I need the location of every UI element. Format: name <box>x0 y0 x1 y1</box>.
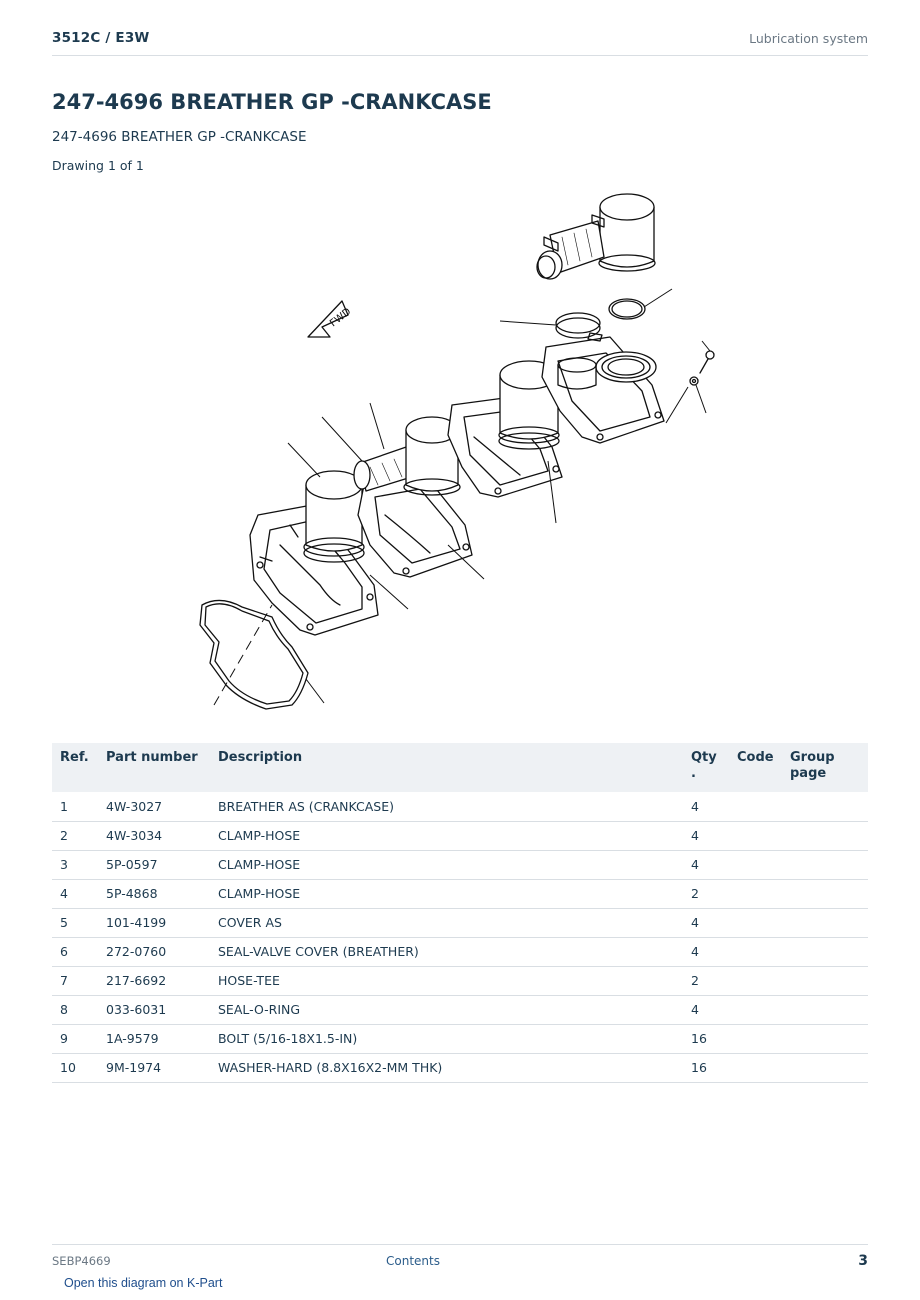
cell-qty: 16 <box>683 1053 729 1082</box>
table-row <box>52 821 868 850</box>
cell-description: WASHER-HARD (8.8X16X2-MM THK) <box>210 1053 683 1082</box>
table-row <box>52 995 868 1024</box>
cell-group-page <box>782 966 868 995</box>
cell-group-page <box>782 1024 868 1053</box>
cell-code <box>729 937 782 966</box>
cell-part-number: 1A-9579 <box>98 1024 210 1053</box>
cell-description: HOSE-TEE <box>210 966 683 995</box>
valve-cover-4 <box>542 337 664 443</box>
cell-description: CLAMP-HOSE <box>210 879 683 908</box>
cell-description: SEAL-O-RING <box>210 995 683 1024</box>
drawing-count: Drawing 1 of 1 <box>52 158 144 173</box>
table-row <box>52 792 868 821</box>
contents-link[interactable]: Contents <box>386 1254 440 1268</box>
parts-diagram <box>180 185 740 715</box>
page-subtitle: 247-4696 BREATHER GP -CRANKCASE <box>52 129 307 145</box>
cell-group-page <box>782 821 868 850</box>
cell-part-number: 217-6692 <box>98 966 210 995</box>
cell-ref: 8 <box>52 995 98 1024</box>
cell-description: SEAL-VALVE COVER (BREATHER) <box>210 937 683 966</box>
kpart-link[interactable]: Open this diagram on K-Part <box>64 1276 223 1290</box>
page-footer <box>52 1244 868 1274</box>
cell-code <box>729 1053 782 1082</box>
cell-description: CLAMP-HOSE <box>210 850 683 879</box>
cell-qty: 4 <box>683 821 729 850</box>
fwd-label: FWD <box>328 306 354 330</box>
cell-ref: 5 <box>52 908 98 937</box>
cell-ref: 10 <box>52 1053 98 1082</box>
bolt-washer <box>690 351 714 385</box>
cell-ref: 2 <box>52 821 98 850</box>
col-ref: Ref. <box>52 743 98 792</box>
parts-table <box>52 743 868 1083</box>
cell-part-number: 272-0760 <box>98 937 210 966</box>
cell-code <box>729 1024 782 1053</box>
table-header-row <box>52 743 868 792</box>
cell-qty: 2 <box>683 879 729 908</box>
cell-code <box>729 908 782 937</box>
cell-qty: 16 <box>683 1024 729 1053</box>
table-row <box>52 1024 868 1053</box>
cell-code <box>729 850 782 879</box>
table-row <box>52 1053 868 1082</box>
col-group-page: Group page <box>782 743 868 792</box>
o-ring-seal <box>609 299 645 319</box>
hose-clamp <box>556 313 602 341</box>
table-row <box>52 850 868 879</box>
cell-description: COVER AS <box>210 908 683 937</box>
breather-top <box>537 194 655 279</box>
cell-group-page <box>782 908 868 937</box>
cell-group-page <box>782 995 868 1024</box>
cell-part-number: 5P-0597 <box>98 850 210 879</box>
table-row <box>52 879 868 908</box>
cell-code <box>729 995 782 1024</box>
cell-ref: 1 <box>52 792 98 821</box>
cell-part-number: 033-6031 <box>98 995 210 1024</box>
section-label: Lubrication system <box>749 31 868 46</box>
cell-part-number: 5P-4868 <box>98 879 210 908</box>
cell-part-number: 4W-3027 <box>98 792 210 821</box>
cell-ref: 9 <box>52 1024 98 1053</box>
cell-part-number: 101-4199 <box>98 908 210 937</box>
cell-description: CLAMP-HOSE <box>210 821 683 850</box>
page-number: 3 <box>858 1253 868 1269</box>
cell-qty: 4 <box>683 995 729 1024</box>
table-row <box>52 908 868 937</box>
cell-group-page <box>782 879 868 908</box>
cell-group-page <box>782 850 868 879</box>
cell-code <box>729 821 782 850</box>
cell-code <box>729 966 782 995</box>
table-row <box>52 937 868 966</box>
cell-description: BREATHER AS (CRANKCASE) <box>210 792 683 821</box>
page-header <box>52 28 868 56</box>
document-id: SEBP4669 <box>52 1254 111 1268</box>
page-title: 247-4696 BREATHER GP -CRANKCASE <box>52 90 492 114</box>
cell-qty: 4 <box>683 937 729 966</box>
cell-ref: 7 <box>52 966 98 995</box>
cell-ref: 4 <box>52 879 98 908</box>
cell-code <box>729 879 782 908</box>
cell-qty: 4 <box>683 850 729 879</box>
cell-ref: 3 <box>52 850 98 879</box>
model-label: 3512C / E3W <box>52 30 150 46</box>
cell-group-page <box>782 1053 868 1082</box>
cell-qty: 2 <box>683 966 729 995</box>
table-row <box>52 966 868 995</box>
col-code: Code <box>729 743 782 792</box>
cell-qty: 4 <box>683 792 729 821</box>
cell-part-number: 4W-3034 <box>98 821 210 850</box>
col-part-number: Part number <box>98 743 210 792</box>
cell-code <box>729 792 782 821</box>
cell-group-page <box>782 937 868 966</box>
cell-ref: 6 <box>52 937 98 966</box>
valve-cover-2 <box>358 475 472 577</box>
cell-part-number: 9M-1974 <box>98 1053 210 1082</box>
cell-qty: 4 <box>683 908 729 937</box>
cell-description: BOLT (5/16-18X1.5-IN) <box>210 1024 683 1053</box>
col-qty: Qty . <box>683 743 729 792</box>
col-description: Description <box>210 743 683 792</box>
cell-group-page <box>782 792 868 821</box>
